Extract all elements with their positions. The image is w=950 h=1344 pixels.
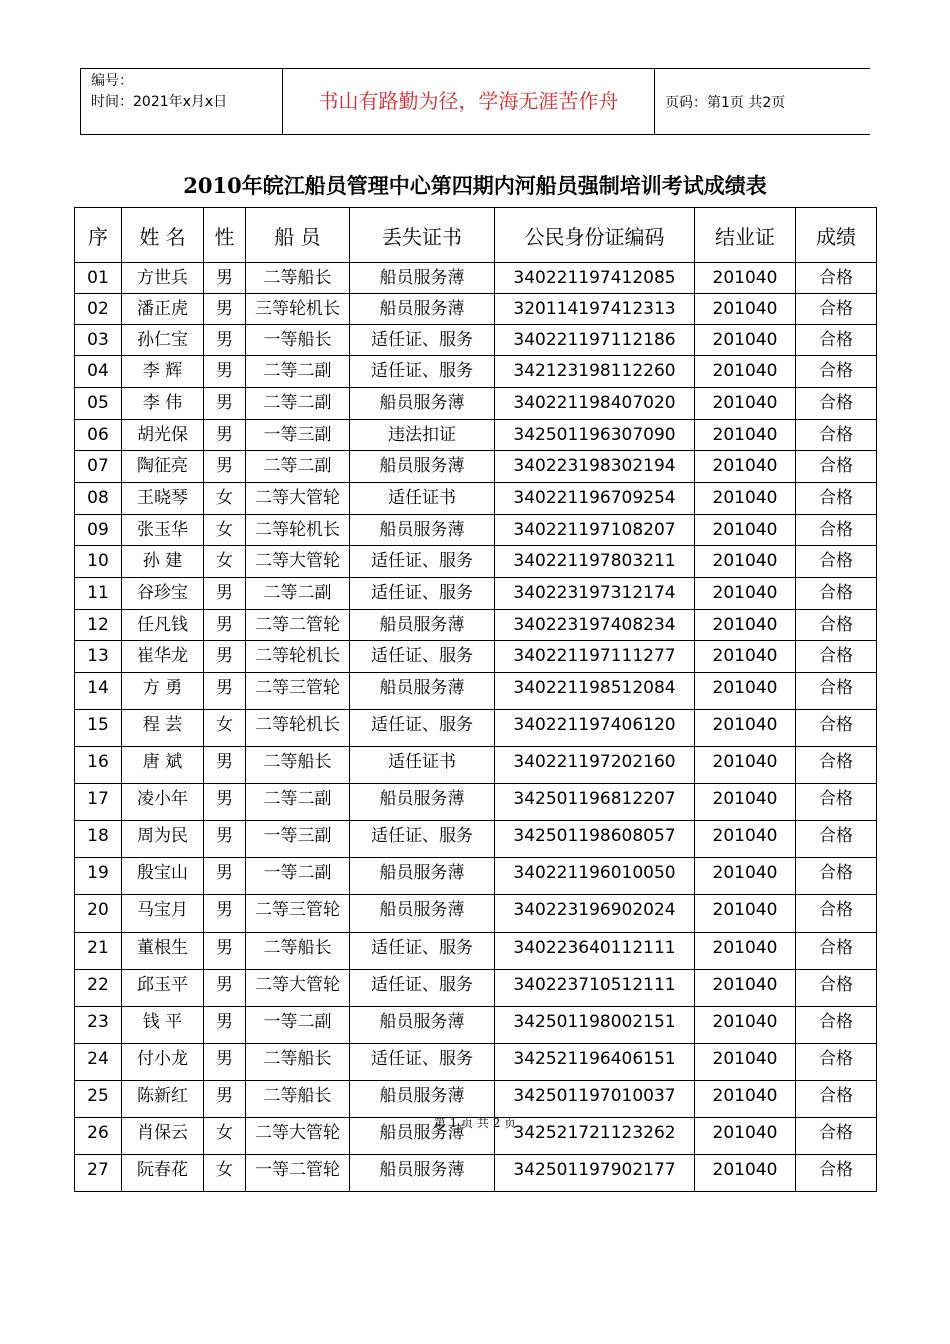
cell-result: 合格 bbox=[796, 451, 877, 483]
table-row bbox=[75, 578, 877, 610]
table-row bbox=[75, 263, 877, 294]
cell-rank: 一等三副 bbox=[246, 821, 350, 858]
cell-lost-cert: 船员服务薄 bbox=[350, 294, 495, 325]
cell-lost-cert: 适任证书 bbox=[350, 483, 495, 515]
cell-seq: 07 bbox=[75, 451, 122, 483]
cell-lost-cert: 适任证、服务 bbox=[350, 325, 495, 356]
cell-rank: 二等轮机长 bbox=[246, 710, 350, 747]
cell-gender: 男 bbox=[204, 420, 246, 451]
cell-gender: 男 bbox=[204, 263, 246, 294]
cell-name: 任凡钱 bbox=[122, 610, 204, 641]
cell-seq: 22 bbox=[75, 970, 122, 1007]
cell-id-number: 342123198112260 bbox=[495, 356, 695, 388]
cell-lost-cert: 船员服务薄 bbox=[350, 388, 495, 420]
cell-gender: 男 bbox=[204, 1081, 246, 1118]
cell-seq: 01 bbox=[75, 263, 122, 294]
cell-id-number: 342501198608057 bbox=[495, 821, 695, 858]
cell-rank: 二等二管轮 bbox=[246, 610, 350, 641]
page-title: 2010年皖江船员管理中心第四期内河船员强制培训考试成绩表 bbox=[183, 173, 767, 198]
cell-name: 肖保云 bbox=[122, 1118, 204, 1155]
cell-id-number: 342501198002151 bbox=[495, 1007, 695, 1044]
cell-lost-cert: 船员服务薄 bbox=[350, 784, 495, 821]
cell-rank: 二等船长 bbox=[246, 263, 350, 294]
cell-name: 胡光保 bbox=[122, 420, 204, 451]
header-graduation: 结业证 bbox=[695, 208, 796, 263]
cell-graduation: 201040 bbox=[695, 546, 796, 578]
cell-rank: 二等二副 bbox=[246, 578, 350, 610]
cell-rank: 一等三副 bbox=[246, 420, 350, 451]
cell-result: 合格 bbox=[796, 420, 877, 451]
cell-lost-cert: 适任证、服务 bbox=[350, 1044, 495, 1081]
table-row bbox=[75, 933, 877, 970]
cell-gender: 男 bbox=[204, 784, 246, 821]
cell-lost-cert: 船员服务薄 bbox=[350, 451, 495, 483]
cell-gender: 男 bbox=[204, 325, 246, 356]
cell-id-number: 340221196709254 bbox=[495, 483, 695, 515]
table-row bbox=[75, 821, 877, 858]
table-row bbox=[75, 747, 877, 784]
cell-result: 合格 bbox=[796, 895, 877, 933]
table-row bbox=[75, 1155, 877, 1192]
header-lost-cert: 丢失证书 bbox=[350, 208, 495, 263]
cell-result: 合格 bbox=[796, 710, 877, 747]
cell-result: 合格 bbox=[796, 933, 877, 970]
cell-name: 张玉华 bbox=[122, 515, 204, 546]
cell-gender: 女 bbox=[204, 483, 246, 515]
cell-seq: 11 bbox=[75, 578, 122, 610]
cell-name: 凌小年 bbox=[122, 784, 204, 821]
table-row bbox=[75, 325, 877, 356]
cell-lost-cert: 船员服务薄 bbox=[350, 895, 495, 933]
cell-result: 合格 bbox=[796, 388, 877, 420]
table-row bbox=[75, 451, 877, 483]
cell-id-number: 340223197312174 bbox=[495, 578, 695, 610]
cell-rank: 二等二副 bbox=[246, 388, 350, 420]
table-row bbox=[75, 483, 877, 515]
cell-result: 合格 bbox=[796, 483, 877, 515]
table-body bbox=[75, 263, 877, 1192]
cell-rank: 一等二副 bbox=[246, 1007, 350, 1044]
cell-name: 孙仁宝 bbox=[122, 325, 204, 356]
cell-graduation: 201040 bbox=[695, 578, 796, 610]
cell-seq: 17 bbox=[75, 784, 122, 821]
cell-graduation: 201040 bbox=[695, 515, 796, 546]
cell-name: 周为民 bbox=[122, 821, 204, 858]
cell-graduation: 201040 bbox=[695, 821, 796, 858]
cell-lost-cert: 船员服务薄 bbox=[350, 673, 495, 710]
cell-rank: 二等大管轮 bbox=[246, 483, 350, 515]
cell-name: 殷宝山 bbox=[122, 858, 204, 895]
cell-graduation: 201040 bbox=[695, 483, 796, 515]
cell-rank: 二等船长 bbox=[246, 747, 350, 784]
cell-seq: 23 bbox=[75, 1007, 122, 1044]
cell-result: 合格 bbox=[796, 1155, 877, 1192]
cell-graduation: 201040 bbox=[695, 641, 796, 673]
cell-lost-cert: 船员服务薄 bbox=[350, 610, 495, 641]
cell-graduation: 201040 bbox=[695, 1155, 796, 1192]
table-row bbox=[75, 610, 877, 641]
cell-graduation: 201040 bbox=[695, 356, 796, 388]
cell-name: 邱玉平 bbox=[122, 970, 204, 1007]
cell-seq: 16 bbox=[75, 747, 122, 784]
cell-lost-cert: 适任证、服务 bbox=[350, 578, 495, 610]
cell-graduation: 201040 bbox=[695, 1044, 796, 1081]
cell-graduation: 201040 bbox=[695, 673, 796, 710]
cell-name: 李 伟 bbox=[122, 388, 204, 420]
cell-result: 合格 bbox=[796, 515, 877, 546]
cell-graduation: 201040 bbox=[695, 420, 796, 451]
cell-result: 合格 bbox=[796, 641, 877, 673]
cell-id-number: 342501197010037 bbox=[495, 1081, 695, 1118]
cell-id-number: 340223196902024 bbox=[495, 895, 695, 933]
cell-seq: 21 bbox=[75, 933, 122, 970]
cell-name: 方世兵 bbox=[122, 263, 204, 294]
cell-result: 合格 bbox=[796, 858, 877, 895]
cell-id-number: 320114197412313 bbox=[495, 294, 695, 325]
table-row bbox=[75, 356, 877, 388]
cell-gender: 男 bbox=[204, 747, 246, 784]
table-row bbox=[75, 546, 877, 578]
cell-seq: 12 bbox=[75, 610, 122, 641]
header-result: 成绩 bbox=[796, 208, 877, 263]
cell-result: 合格 bbox=[796, 1118, 877, 1155]
cell-rank: 一等二管轮 bbox=[246, 1155, 350, 1192]
cell-result: 合格 bbox=[796, 1081, 877, 1118]
cell-name: 潘正虎 bbox=[122, 294, 204, 325]
cell-seq: 24 bbox=[75, 1044, 122, 1081]
cell-graduation: 201040 bbox=[695, 1118, 796, 1155]
cell-gender: 女 bbox=[204, 710, 246, 747]
cell-seq: 04 bbox=[75, 356, 122, 388]
cell-seq: 14 bbox=[75, 673, 122, 710]
cell-name: 阮春花 bbox=[122, 1155, 204, 1192]
cell-graduation: 201040 bbox=[695, 747, 796, 784]
cell-seq: 13 bbox=[75, 641, 122, 673]
table-row bbox=[75, 294, 877, 325]
time-label: 时间：2021年x月x日 bbox=[91, 94, 228, 110]
cell-result: 合格 bbox=[796, 1007, 877, 1044]
cell-seq: 19 bbox=[75, 858, 122, 895]
cell-result: 合格 bbox=[796, 747, 877, 784]
table-row bbox=[75, 1081, 877, 1118]
cell-result: 合格 bbox=[796, 1044, 877, 1081]
header-seq: 序 bbox=[75, 208, 122, 263]
motto: 书山有路勤为径，学海无涯苦作舟 bbox=[283, 69, 655, 134]
cell-name: 李 辉 bbox=[122, 356, 204, 388]
table-row bbox=[75, 858, 877, 895]
cell-gender: 女 bbox=[204, 1155, 246, 1192]
cell-lost-cert: 适任证、服务 bbox=[350, 970, 495, 1007]
cell-graduation: 201040 bbox=[695, 710, 796, 747]
cell-graduation: 201040 bbox=[695, 263, 796, 294]
header-crew: 船 员 bbox=[246, 208, 350, 263]
cell-seq: 08 bbox=[75, 483, 122, 515]
cell-result: 合格 bbox=[796, 263, 877, 294]
table-row bbox=[75, 515, 877, 546]
cell-seq: 18 bbox=[75, 821, 122, 858]
cell-id-number: 340223640112111 bbox=[495, 933, 695, 970]
cell-graduation: 201040 bbox=[695, 294, 796, 325]
cell-gender: 男 bbox=[204, 1007, 246, 1044]
cell-graduation: 201040 bbox=[695, 970, 796, 1007]
cell-gender: 男 bbox=[204, 641, 246, 673]
cell-id-number: 342501197902177 bbox=[495, 1155, 695, 1192]
cell-id-number: 340221197111277 bbox=[495, 641, 695, 673]
cell-graduation: 201040 bbox=[695, 325, 796, 356]
cell-gender: 男 bbox=[204, 356, 246, 388]
cell-seq: 26 bbox=[75, 1118, 122, 1155]
cell-name: 崔华龙 bbox=[122, 641, 204, 673]
cell-seq: 05 bbox=[75, 388, 122, 420]
cell-rank: 二等船长 bbox=[246, 933, 350, 970]
cell-graduation: 201040 bbox=[695, 1081, 796, 1118]
cell-rank: 二等船长 bbox=[246, 1044, 350, 1081]
cell-rank: 一等船长 bbox=[246, 325, 350, 356]
cell-id-number: 340221197108207 bbox=[495, 515, 695, 546]
cell-name: 王晓琴 bbox=[122, 483, 204, 515]
table-row bbox=[75, 1044, 877, 1081]
cell-id-number: 342501196812207 bbox=[495, 784, 695, 821]
cell-gender: 男 bbox=[204, 294, 246, 325]
table-row bbox=[75, 784, 877, 821]
cell-lost-cert: 船员服务薄 bbox=[350, 263, 495, 294]
cell-gender: 男 bbox=[204, 821, 246, 858]
cell-rank: 二等三管轮 bbox=[246, 895, 350, 933]
cell-id-number: 340221198407020 bbox=[495, 388, 695, 420]
cell-name: 陶征亮 bbox=[122, 451, 204, 483]
number-label: 编号： bbox=[91, 73, 133, 89]
cell-name: 董根生 bbox=[122, 933, 204, 970]
cell-name: 唐 斌 bbox=[122, 747, 204, 784]
cell-id-number: 340223198302194 bbox=[495, 451, 695, 483]
cell-seq: 25 bbox=[75, 1081, 122, 1118]
cell-result: 合格 bbox=[796, 673, 877, 710]
cell-gender: 男 bbox=[204, 388, 246, 420]
cell-lost-cert: 适任证书 bbox=[350, 747, 495, 784]
table-row bbox=[75, 710, 877, 747]
cell-lost-cert: 适任证、服务 bbox=[350, 546, 495, 578]
cell-id-number: 342521721123262 bbox=[495, 1118, 695, 1155]
cell-rank: 二等大管轮 bbox=[246, 1118, 350, 1155]
cell-lost-cert: 船员服务薄 bbox=[350, 515, 495, 546]
cell-graduation: 201040 bbox=[695, 1007, 796, 1044]
cell-gender: 男 bbox=[204, 895, 246, 933]
cell-name: 程 芸 bbox=[122, 710, 204, 747]
table-row bbox=[75, 420, 877, 451]
cell-result: 合格 bbox=[796, 610, 877, 641]
table-row bbox=[75, 1007, 877, 1044]
cell-name: 孙 建 bbox=[122, 546, 204, 578]
header-id-number: 公民身份证编码 bbox=[495, 208, 695, 263]
table-row bbox=[75, 673, 877, 710]
cell-name: 付小龙 bbox=[122, 1044, 204, 1081]
cell-rank: 二等轮机长 bbox=[246, 641, 350, 673]
table-row bbox=[75, 388, 877, 420]
cell-graduation: 201040 bbox=[695, 388, 796, 420]
cell-result: 合格 bbox=[796, 784, 877, 821]
cell-seq: 09 bbox=[75, 515, 122, 546]
cell-lost-cert: 船员服务薄 bbox=[350, 1081, 495, 1118]
cell-lost-cert: 适任证、服务 bbox=[350, 821, 495, 858]
cell-id-number: 342521196406151 bbox=[495, 1044, 695, 1081]
cell-rank: 二等船长 bbox=[246, 1081, 350, 1118]
cell-rank: 二等二副 bbox=[246, 451, 350, 483]
cell-rank: 一等二副 bbox=[246, 858, 350, 895]
cell-id-number: 340221198512084 bbox=[495, 673, 695, 710]
cell-name: 钱 平 bbox=[122, 1007, 204, 1044]
cell-result: 合格 bbox=[796, 546, 877, 578]
cell-rank: 二等二副 bbox=[246, 784, 350, 821]
cell-id-number: 342501196307090 bbox=[495, 420, 695, 451]
grades-table bbox=[74, 207, 877, 1192]
cell-gender: 男 bbox=[204, 933, 246, 970]
cell-id-number: 340221197406120 bbox=[495, 710, 695, 747]
cell-seq: 06 bbox=[75, 420, 122, 451]
cell-rank: 二等轮机长 bbox=[246, 515, 350, 546]
cell-id-number: 340223197408234 bbox=[495, 610, 695, 641]
header-gender: 性 bbox=[204, 208, 246, 263]
cell-result: 合格 bbox=[796, 578, 877, 610]
table-row bbox=[75, 895, 877, 933]
cell-lost-cert: 船员服务薄 bbox=[350, 1118, 495, 1155]
cell-id-number: 340223710512111 bbox=[495, 970, 695, 1007]
page-footer: 第 1 页 共 2 页 bbox=[433, 1116, 517, 1130]
cell-seq: 20 bbox=[75, 895, 122, 933]
cell-lost-cert: 适任证、服务 bbox=[350, 356, 495, 388]
cell-name: 方 勇 bbox=[122, 673, 204, 710]
cell-id-number: 340221197112186 bbox=[495, 325, 695, 356]
cell-gender: 女 bbox=[204, 1118, 246, 1155]
cell-id-number: 340221197412085 bbox=[495, 263, 695, 294]
header-name: 姓 名 bbox=[122, 208, 204, 263]
cell-result: 合格 bbox=[796, 294, 877, 325]
cell-gender: 男 bbox=[204, 858, 246, 895]
cell-id-number: 340221197202160 bbox=[495, 747, 695, 784]
cell-rank: 二等二副 bbox=[246, 356, 350, 388]
cell-name: 马宝月 bbox=[122, 895, 204, 933]
cell-id-number: 340221196010050 bbox=[495, 858, 695, 895]
cell-graduation: 201040 bbox=[695, 451, 796, 483]
cell-graduation: 201040 bbox=[695, 895, 796, 933]
cell-seq: 10 bbox=[75, 546, 122, 578]
cell-graduation: 201040 bbox=[695, 858, 796, 895]
table-row bbox=[75, 970, 877, 1007]
cell-graduation: 201040 bbox=[695, 610, 796, 641]
cell-graduation: 201040 bbox=[695, 933, 796, 970]
cell-lost-cert: 适任证、服务 bbox=[350, 710, 495, 747]
cell-lost-cert: 船员服务薄 bbox=[350, 858, 495, 895]
cell-gender: 男 bbox=[204, 673, 246, 710]
cell-graduation: 201040 bbox=[695, 784, 796, 821]
cell-lost-cert: 适任证、服务 bbox=[350, 933, 495, 970]
table-header-row bbox=[75, 208, 877, 263]
cell-seq: 15 bbox=[75, 710, 122, 747]
cell-rank: 三等轮机长 bbox=[246, 294, 350, 325]
cell-result: 合格 bbox=[796, 821, 877, 858]
table-row bbox=[75, 641, 877, 673]
cell-rank: 二等三管轮 bbox=[246, 673, 350, 710]
cell-name: 陈新红 bbox=[122, 1081, 204, 1118]
cell-rank: 二等大管轮 bbox=[246, 546, 350, 578]
cell-gender: 男 bbox=[204, 451, 246, 483]
cell-seq: 27 bbox=[75, 1155, 122, 1192]
cell-seq: 03 bbox=[75, 325, 122, 356]
cell-seq: 02 bbox=[75, 294, 122, 325]
cell-name: 谷珍宝 bbox=[122, 578, 204, 610]
cell-gender: 女 bbox=[204, 546, 246, 578]
cell-result: 合格 bbox=[796, 356, 877, 388]
cell-lost-cert: 违法扣证 bbox=[350, 420, 495, 451]
document-header bbox=[80, 68, 870, 135]
header-meta bbox=[81, 69, 283, 134]
cell-result: 合格 bbox=[796, 970, 877, 1007]
cell-gender: 男 bbox=[204, 610, 246, 641]
cell-rank: 二等大管轮 bbox=[246, 970, 350, 1007]
cell-gender: 男 bbox=[204, 1044, 246, 1081]
cell-result: 合格 bbox=[796, 325, 877, 356]
cell-gender: 男 bbox=[204, 970, 246, 1007]
cell-gender: 男 bbox=[204, 578, 246, 610]
cell-lost-cert: 船员服务薄 bbox=[350, 1007, 495, 1044]
cell-lost-cert: 适任证、服务 bbox=[350, 641, 495, 673]
cell-gender: 女 bbox=[204, 515, 246, 546]
page-info: 页码：第1页 共2页 bbox=[665, 94, 786, 111]
cell-id-number: 340221197803211 bbox=[495, 546, 695, 578]
cell-lost-cert: 船员服务薄 bbox=[350, 1155, 495, 1192]
